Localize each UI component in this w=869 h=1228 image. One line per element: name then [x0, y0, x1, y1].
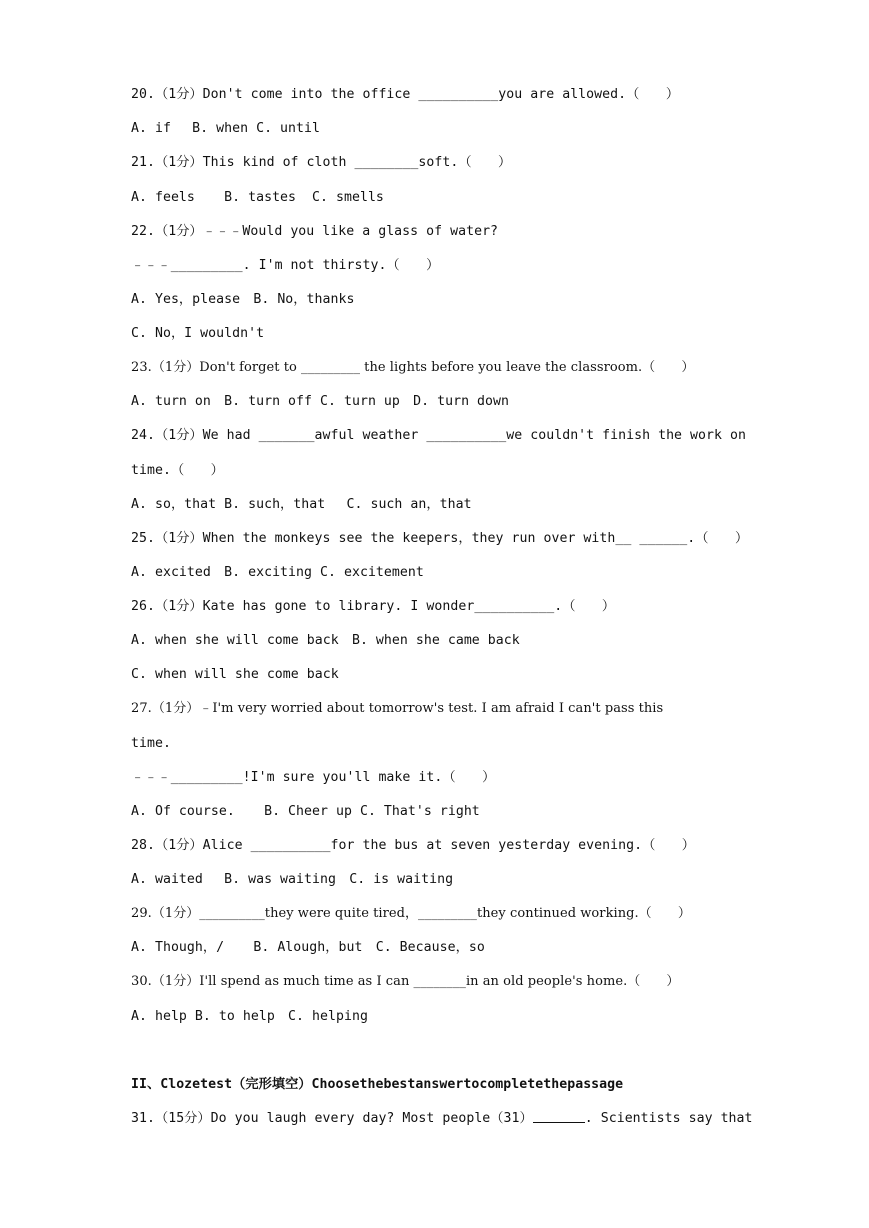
- question-24-stem: 24.（1分）We had _______awful weather __________we couldn't finish the work on: [131, 428, 746, 443]
- question-28-options: A. waited B. was waiting C. is waiting: [131, 872, 454, 887]
- question-24-options: A. so，that B. such，that C. such an，that: [131, 497, 472, 512]
- question-21-options: A. feels B. tastes C. smells: [131, 190, 384, 205]
- question-27-options: A. Of course. B. Cheer up C. That's right: [131, 804, 480, 819]
- question-29-options: A. Though，/ B. Alough，but C. Because，so: [131, 940, 485, 955]
- question-21-stem: 21.（1分）This kind of cloth ________soft.（ ）: [131, 155, 512, 170]
- question-26-options-c: C. when will she come back: [131, 667, 339, 682]
- question-27-stem-cont: time.: [131, 736, 171, 751]
- question-23-stem: 23.（1分）Don't forget to _________ the lights before you leave the classroom.（ ）: [131, 360, 695, 375]
- question-31-stem: [131, 1110, 753, 1128]
- question-24-stem-cont: time.（ ）: [131, 463, 224, 478]
- answer-blank: [533, 1110, 585, 1123]
- question-22-stem-reply: ﹣﹣﹣_________. I'm not thirsty.（ ）: [131, 258, 440, 273]
- question-27-stem: 27.（1分）﹣I'm very worried about tomorrow's test. I am afraid I can't pass this: [131, 701, 664, 716]
- question-28-stem: 28.（1分）Alice __________for the bus at seven yesterday evening.（ ）: [131, 838, 696, 853]
- question-23-options: A. turn on B. turn off C. turn up D. turn down: [131, 394, 510, 409]
- question-27-stem-reply: ﹣﹣﹣_________!I'm sure you'll make it.（ ）: [131, 770, 496, 785]
- question-29-stem: 29.（1分）__________they were quite tired，_________they continued working.（ ）: [131, 906, 691, 921]
- question-22-stem: 22.（1分）﹣﹣﹣Would you like a glass of water?: [131, 224, 499, 239]
- question-22-options-c: C. No，I wouldn't: [131, 326, 265, 341]
- question-26-stem: 26.（1分）Kate has gone to library. I wonder__________.（ ）: [131, 599, 616, 614]
- question-26-options-ab: A. when she will come back B. when she came back: [131, 633, 520, 648]
- question-20-options: A. if B. when C. until: [131, 121, 321, 136]
- question-25-options: A. excited B. exciting C. excitement: [131, 565, 424, 580]
- question-20-stem: 20.（1分）Don't come into the office __________you are allowed.（ ）: [131, 87, 680, 102]
- section-heading: II、Clozetest（完形填空）Choosethebestanswertocompletethepassage: [131, 1077, 624, 1092]
- question-31-stem-start: 31.（15分）Do you laugh every day? Most people（31）: [131, 1111, 533, 1126]
- question-30-options: A. help B. to help C. helping: [131, 1009, 368, 1024]
- question-30-stem: 30.（1分）I'll spend as much time as I can ________in an old people's home.（ ）: [131, 974, 680, 989]
- question-25-stem: 25.（1分）When the monkeys see the keepers，they run over with__ ______.（ ）: [131, 531, 749, 546]
- question-22-options-ab: A. Yes，please B. No，thanks: [131, 292, 355, 307]
- question-31-stem-end: . Scientists say that: [584, 1111, 753, 1126]
